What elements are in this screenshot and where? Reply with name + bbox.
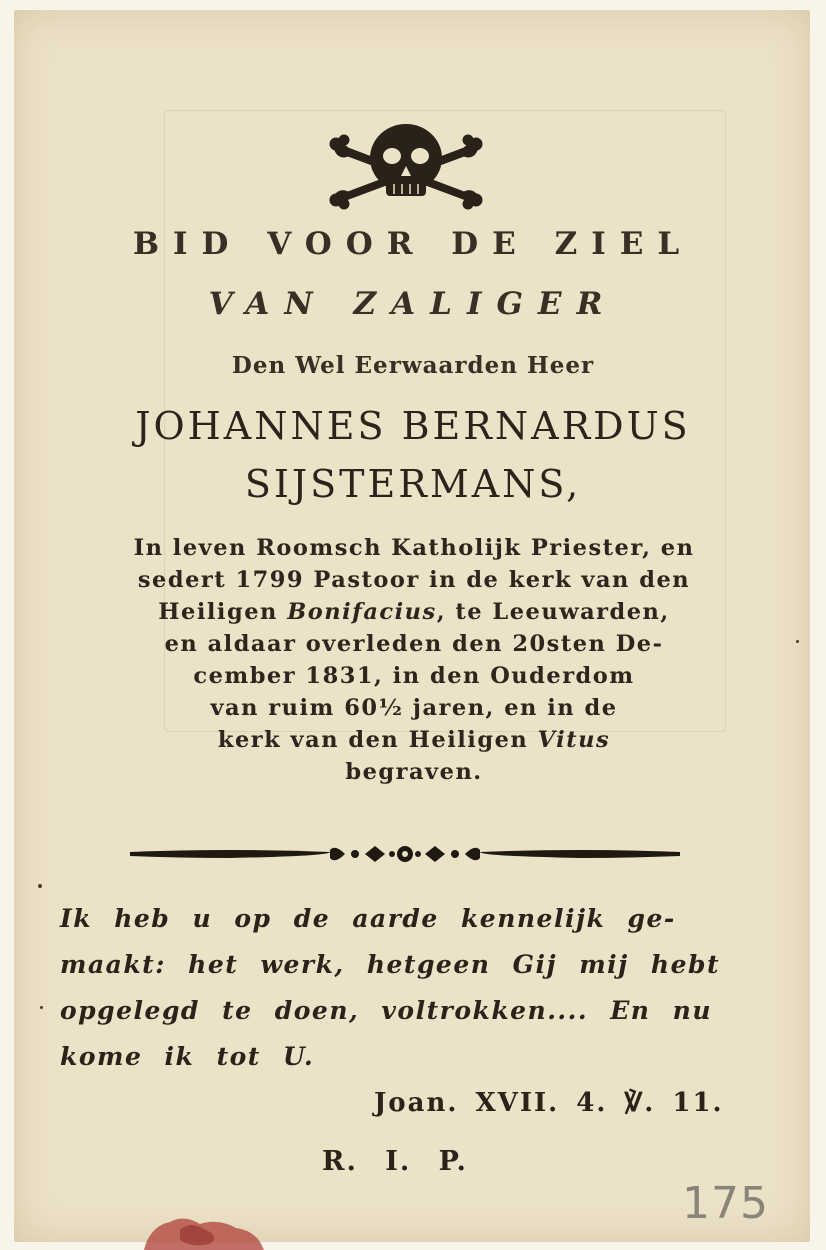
ornamental-divider [130, 836, 680, 872]
bio-line: In leven Roomsch Katholijk Priester, en [133, 535, 695, 561]
bio-line [74, 724, 754, 756]
red-stain [140, 1200, 280, 1250]
paper-speck [796, 640, 799, 643]
prayer-subheading: VAN ZALIGER [208, 286, 618, 322]
saint-name-bonifacius: Bonifacius [287, 599, 437, 625]
bio-line: sedert 1799 Pastoor in de kerk van den [137, 567, 691, 593]
saint-name-vitus: Vitus [537, 727, 611, 753]
scripture-quote [60, 896, 760, 1080]
scripture-reference: Joan. XVII. 4. ℣. 11. [374, 1088, 724, 1118]
biography-paragraph [74, 532, 754, 788]
bio-text: , te Leeuwarden, [436, 599, 670, 625]
quote-line: opgelegd te doen, voltrokken.... En nu [60, 996, 713, 1025]
deceased-name-first: JOHANNES BERNARDUS [135, 404, 691, 448]
pencil-inventory-number: 175 [682, 1178, 769, 1229]
honorific: Den Wel Eerwaarden Heer [231, 352, 595, 379]
bio-line: begraven. [345, 759, 483, 785]
bio-line [74, 596, 754, 628]
bio-line: cember 1831, in den Ouderdom [193, 663, 635, 689]
bio-line: en aldaar overleden den 20sten De- [164, 631, 664, 657]
bio-text: Heiligen [158, 599, 288, 625]
deceased-name-last: SIJSTERMANS, [244, 462, 582, 506]
paper-speck [38, 884, 42, 888]
paper-speck [40, 1006, 43, 1009]
prayer-heading: BID VOOR DE ZIEL [132, 226, 694, 262]
skull-and-crossbones-icon [326, 118, 486, 210]
quote-line: Ik heb u op de aarde kennelijk ge- [60, 904, 676, 933]
quote-line: kome ik tot U. [60, 1042, 315, 1071]
quote-line: maakt: het werk, hetgeen Gij mij hebt [60, 950, 721, 979]
bio-text: kerk van den Heiligen [217, 727, 538, 753]
bio-line: van ruim 60½ jaren, en in de [210, 695, 618, 721]
closing-rip: R. I. P. [322, 1146, 468, 1177]
